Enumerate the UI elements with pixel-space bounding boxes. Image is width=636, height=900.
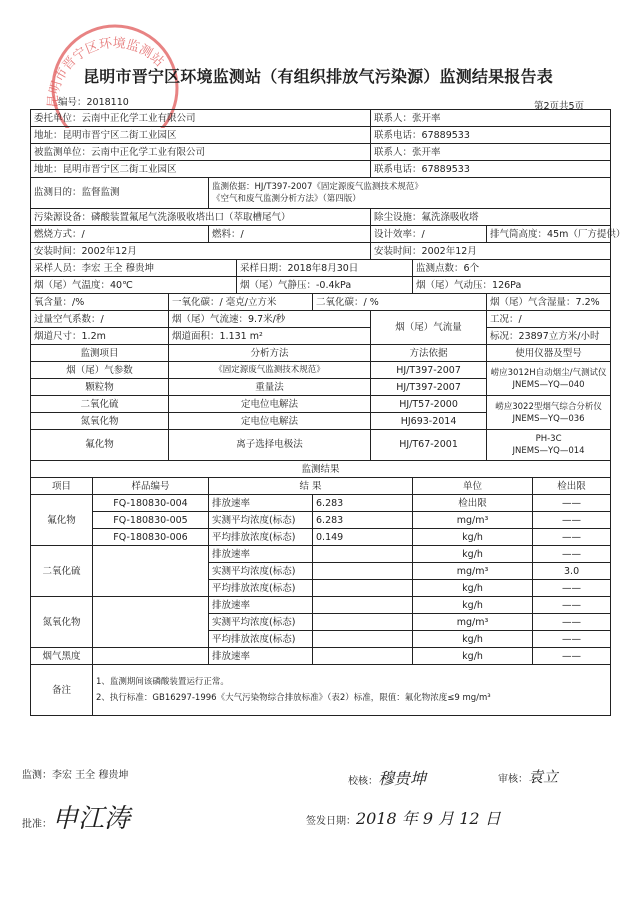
review-label: 审核：	[498, 774, 528, 785]
method-basis: HJ693-2014	[371, 413, 487, 430]
result-unit: mg/m³	[413, 563, 533, 580]
result-label: 实测平均浓度(标态)	[209, 614, 313, 631]
method-item: 氮氧化物	[31, 413, 169, 430]
method-item: 二氧化硫	[31, 396, 169, 413]
info-row	[31, 226, 611, 243]
result-label: 平均排放浓度(标态)	[209, 631, 313, 648]
result-value-empty	[313, 546, 413, 563]
remarks-content	[93, 665, 611, 716]
result-limit: ——	[533, 580, 611, 597]
client-address: 地址：昆明市晋宁区二街工业园区	[31, 127, 371, 144]
fuel: 燃料：/	[209, 226, 371, 243]
methods-header-instrument: 使用仪器及型号	[487, 345, 611, 362]
result-limit: ——	[533, 631, 611, 648]
method-basis: HJ/T397-2007	[371, 362, 487, 379]
report-number: 编号：2018110	[58, 97, 129, 108]
result-value: 6.283	[313, 512, 413, 529]
result-limit: ——	[533, 495, 611, 512]
oxygen-content: 氧含量：/%	[31, 294, 169, 311]
method-name: 定电位电解法	[169, 413, 371, 430]
results-header-sample: 样品编号	[93, 478, 209, 495]
method-basis: HJ/T67-2001	[371, 430, 487, 461]
info-row	[31, 209, 611, 226]
install-time-2: 安装时间：2002年12月	[371, 243, 611, 260]
result-limit: ——	[533, 648, 611, 665]
result-row	[31, 648, 611, 665]
method-instrument	[487, 430, 611, 461]
result-item-nox: 氮氧化物	[31, 597, 93, 648]
gas-dynamic-pressure: 烟（尾）气动压：126Pa	[413, 277, 611, 294]
flue-area: 烟道面积：1.131 m²	[169, 328, 371, 345]
remarks-label: 备注	[31, 665, 93, 716]
info-row	[31, 127, 611, 144]
report-table	[30, 109, 626, 716]
gas-flow-label: 烟（尾）气流量	[371, 311, 487, 345]
info-row	[31, 294, 611, 311]
sample-id: FQ-180830-006	[93, 529, 209, 546]
client-contact: 联系人：张开率	[371, 110, 611, 127]
results-header-result: 结 果	[209, 478, 413, 495]
instrument-model: PH-3C	[535, 434, 562, 444]
monitor-purpose: 监测目的：监督监测	[31, 178, 209, 209]
result-value-empty	[313, 563, 413, 580]
monitor-points: 监测点数：6个	[413, 260, 611, 277]
result-unit: mg/m³	[413, 512, 533, 529]
result-unit: kg/h	[413, 580, 533, 597]
result-value-empty	[313, 597, 413, 614]
gas-humidity: 烟（尾）气含湿量：7.2%	[487, 294, 611, 311]
info-row	[31, 178, 611, 209]
methods-header-item: 监测项目	[31, 345, 169, 362]
carbon-monoxide: 一氧化碳：/ 毫克/立方米	[169, 294, 313, 311]
info-row	[31, 144, 611, 161]
result-value-empty	[313, 614, 413, 631]
result-label: 平均排放浓度(标态)	[209, 580, 313, 597]
result-label: 排放速率	[209, 546, 313, 563]
method-name: 重量法	[169, 379, 371, 396]
method-item: 烟（尾）气参数	[31, 362, 169, 379]
instrument-id: JNEMS—YQ—036	[512, 413, 585, 424]
review-handwriting: 袁立	[528, 768, 559, 786]
info-row	[31, 311, 611, 328]
result-item-so2: 二氧化硫	[31, 546, 93, 597]
methods-row	[31, 396, 611, 413]
monitor-basis-line1: 监测依据：HJ/T397-2007《固定源废气监测技术规范》	[212, 182, 423, 192]
remark-line: 2、执行标准：GB16297-1996《大气污染物综合排放标准》（表2）标准，限值：氟化物浓度≤9 mg/m³	[96, 693, 491, 703]
result-row	[31, 597, 611, 614]
result-unit: 检出限	[413, 495, 533, 512]
method-basis: HJ/T397-2007	[371, 379, 487, 396]
result-label: 实测平均浓度(标态)	[209, 512, 313, 529]
methods-header-row	[31, 345, 611, 362]
issue-date-value: 2018 年 9 月 12 日	[356, 809, 501, 828]
methods-row	[31, 430, 611, 461]
result-unit: kg/h	[413, 631, 533, 648]
result-limit: ——	[533, 614, 611, 631]
monitored-contact: 联系人：张开率	[371, 144, 611, 161]
instrument-model: 崂应3012H自动烟尘/气测试仪	[490, 367, 607, 378]
monitor-signature	[22, 766, 128, 781]
result-unit: kg/h	[413, 597, 533, 614]
issue-date-label: 签发日期：	[306, 816, 356, 827]
sampling-date: 采样日期：2018年8月30日	[237, 260, 413, 277]
sample-id-empty	[93, 546, 209, 597]
info-row	[31, 277, 611, 294]
instrument-id: JNEMS—YQ—014	[512, 446, 585, 456]
result-value-empty	[313, 580, 413, 597]
approve-signature	[22, 798, 130, 835]
methods-header-method: 分析方法	[169, 345, 371, 362]
report-title: 昆明市晋宁区环境监测站（有组织排放气污染源）监测结果报告表	[83, 67, 553, 86]
client-phone: 联系电话：67889533	[371, 127, 611, 144]
approve-handwriting: 申江涛	[52, 804, 131, 834]
methods-row	[31, 362, 611, 379]
gas-velocity: 烟（尾）气流速：9.7米/秒	[169, 311, 371, 328]
review-signature	[498, 766, 558, 787]
client-unit: 委托单位：云南中正化学工业有限公司	[31, 110, 371, 127]
result-value: 6.283	[313, 495, 413, 512]
results-title: 监测结果	[31, 461, 611, 478]
results-header-item: 项目	[31, 478, 93, 495]
result-limit: ——	[533, 597, 611, 614]
info-row	[31, 161, 611, 178]
monitored-phone: 联系电话：67889533	[371, 161, 611, 178]
monitor-label: 监测：	[22, 770, 52, 781]
results-title-row	[31, 461, 611, 478]
gas-static-pressure: 烟（尾）气静压：-0.4kPa	[237, 277, 413, 294]
result-row	[31, 495, 611, 512]
result-value-empty	[313, 648, 413, 665]
remark-line: 1、监测期间该磷酸装置运行正常。	[96, 677, 229, 687]
method-name: 《固定源废气监测技术规范》	[169, 362, 371, 379]
check-label: 校核：	[348, 776, 378, 787]
method-instrument	[487, 396, 611, 430]
result-limit: ——	[533, 529, 611, 546]
method-basis: HJ/T57-2000	[371, 396, 487, 413]
standard-flow: 标况：23897立方米/小时	[487, 328, 611, 345]
result-item-smoke: 烟气黑度	[31, 648, 93, 665]
sample-id: FQ-180830-005	[93, 512, 209, 529]
results-header-row	[31, 478, 611, 495]
monitored-unit: 被监测单位：云南中正化学工业有限公司	[31, 144, 371, 161]
monitor-names: 李宏 王全 穆贵坤	[52, 770, 129, 781]
check-handwriting: 穆贵坤	[378, 769, 427, 788]
design-efficiency: 设计效率：/	[371, 226, 487, 243]
result-item-fluoride: 氟化物	[31, 495, 93, 546]
sample-id-empty	[93, 597, 209, 648]
methods-header-basis: 方法依据	[371, 345, 487, 362]
results-header-unit: 单位	[413, 478, 533, 495]
dust-removal: 除尘设施：氟洗涤吸收塔	[371, 209, 611, 226]
check-signature	[348, 766, 426, 789]
monitored-address: 地址：昆明市晋宁区二街工业园区	[31, 161, 371, 178]
approve-label: 批准：	[22, 819, 52, 830]
result-label: 平均排放浓度(标态)	[209, 529, 313, 546]
excess-air: 过量空气系数：/	[31, 311, 169, 328]
method-item: 氟化物	[31, 430, 169, 461]
install-time-1: 安装时间：2002年12月	[31, 243, 371, 260]
result-row	[31, 529, 611, 546]
result-value-empty	[313, 631, 413, 648]
method-name: 定电位电解法	[169, 396, 371, 413]
result-label: 排放速率	[209, 648, 313, 665]
monitor-basis-line2: 《空气和废气监测分析方法》（第四版）	[212, 194, 361, 204]
working-condition: 工况：/	[487, 311, 611, 328]
gas-temperature: 烟（尾）气温度：40℃	[31, 277, 237, 294]
result-label: 排放速率	[209, 597, 313, 614]
method-item: 颗粒物	[31, 379, 169, 396]
sample-id-empty	[93, 648, 209, 665]
instrument-id: JNEMS—YQ—040	[512, 379, 585, 390]
result-label: 排放速率	[209, 495, 313, 512]
result-limit: 3.0	[533, 563, 611, 580]
results-header-limit: 检出限	[533, 478, 611, 495]
issue-date	[306, 806, 501, 829]
carbon-dioxide: 二氧化碳：/ %	[313, 294, 487, 311]
monitor-basis	[209, 178, 611, 209]
result-limit: ——	[533, 512, 611, 529]
method-name: 离子选择电极法	[169, 430, 371, 461]
pollution-source: 污染源设备：磷酸装置氟尾气洗涤吸收塔出口（萃取槽尾气）	[31, 209, 371, 226]
svg-text:昆明市晋宁区环境监测站: 昆明市晋宁区环境监测站	[45, 35, 167, 109]
result-unit: kg/h	[413, 648, 533, 665]
result-row	[31, 512, 611, 529]
sample-id: FQ-180830-004	[93, 495, 209, 512]
result-limit: ——	[533, 546, 611, 563]
samplers: 采样人员：李宏 王全 穆贵坤	[31, 260, 237, 277]
combustion-mode: 燃烧方式：/	[31, 226, 209, 243]
info-row	[31, 110, 611, 127]
result-value: 0.149	[313, 529, 413, 546]
result-row	[31, 546, 611, 563]
result-label: 实测平均浓度(标态)	[209, 563, 313, 580]
info-row	[31, 243, 611, 260]
result-unit: kg/h	[413, 546, 533, 563]
remarks-row	[31, 665, 611, 716]
result-unit: kg/h	[413, 529, 533, 546]
stack-height: 排气筒高度：45m（厂方提供）	[487, 226, 611, 243]
info-row	[31, 328, 611, 345]
method-instrument	[487, 362, 611, 396]
instrument-model: 崂应3022型烟气综合分析仪	[495, 401, 602, 412]
flue-size: 烟道尺寸：1.2m	[31, 328, 169, 345]
result-unit: mg/m³	[413, 614, 533, 631]
info-row	[31, 260, 611, 277]
page-indicator: 第2页共5页	[534, 101, 585, 112]
